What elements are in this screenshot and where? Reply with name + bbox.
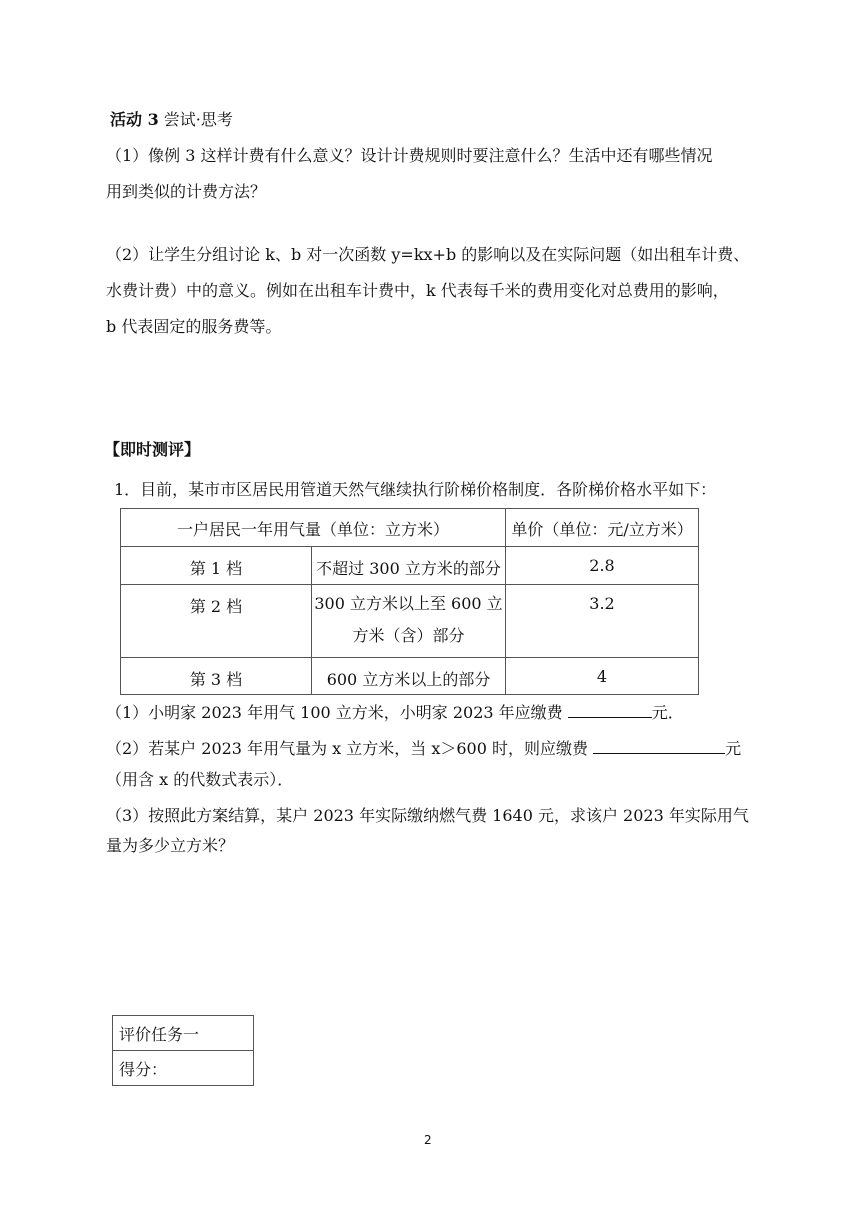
activity3-q2-line2: 水费计费）中的意义。例如在出租车计费中，k 代表每千米的费用变化对总费用的影响， [106,281,729,300]
subquestion-2-note: （用含 x 的代数式表示）． [106,770,294,789]
problem1-intro: 1．目前，某市市区居民用管道天然气继续执行阶梯价格制度．各阶梯价格水平如下： [114,480,717,499]
table-row [121,585,699,658]
table-header-row [121,509,699,547]
price-cell: 4 [506,658,699,695]
header-price: 单价（单位：元/立方米） [506,509,699,547]
tier-cell: 第 2 档 [121,585,312,658]
activity3-q2-line1: （2）让学生分组讨论 k、b 对一次函数 y=kx+b 的影响以及在实际问题（如出租车计费、 [106,245,750,264]
subquestion-3-line1: （3）按照此方案结算，某户 2023 年实际缴纳燃气费 1640 元，求该户 2023 年实际用气 [106,806,749,825]
evaluation-score[interactable]: 得分： [113,1051,254,1086]
range-cell: 600 立方米以上的部分 [312,658,506,695]
activity3-heading [110,110,233,130]
sub1-unit: 元． [651,703,684,722]
sub1-text: （1）小明家 2023 年用气 100 立方米，小明家 2023 年应缴费 [106,703,568,722]
evaluation-box [112,1015,254,1086]
range-cell: 不超过 300 立方米的部分 [312,547,506,585]
table-row [121,658,699,695]
tier-cell: 第 3 档 [121,658,312,695]
answer-blank-2[interactable] [593,739,725,754]
activity3-q2-line3: b 代表固定的服务费等。 [106,317,282,336]
activity3-heading-bold: 活动 3 [110,110,159,129]
price-cell: 2.8 [506,547,699,585]
range-line2: 方米（含）部分 [352,626,465,645]
subquestion-1 [106,703,684,723]
sub2-text: （2）若某户 2023 年用气量为 x 立方米，当 x＞600 时，则应缴费 [106,739,594,758]
subquestion-2 [106,739,741,759]
activity3-q1-line1: （1）像例 3 这样计费有什么意义？设计计费规则时要注意什么？生活中还有哪些情况 [106,146,713,165]
sub2-unit: 元 [725,739,742,758]
page-number: 2 [424,1133,432,1147]
quiz-heading: 【即时测评】 [104,440,201,459]
answer-blank-1[interactable] [568,703,652,718]
price-cell: 3.2 [506,585,699,658]
tier-cell: 第 1 档 [121,547,312,585]
activity3-q1-line2: 用到类似的计费方法？ [106,182,267,201]
price-tier-table [120,508,699,695]
evaluation-title: 评价任务一 [113,1016,254,1051]
subquestion-3-line2: 量为多少立方米？ [106,836,235,855]
table-row [121,547,699,585]
range-cell [312,585,506,658]
header-usage: 一户居民一年用气量（单位：立方米） [121,509,506,547]
activity3-heading-rest: 尝试·思考 [158,110,233,129]
range-line1: 300 立方米以上至 600 立 [314,594,503,613]
